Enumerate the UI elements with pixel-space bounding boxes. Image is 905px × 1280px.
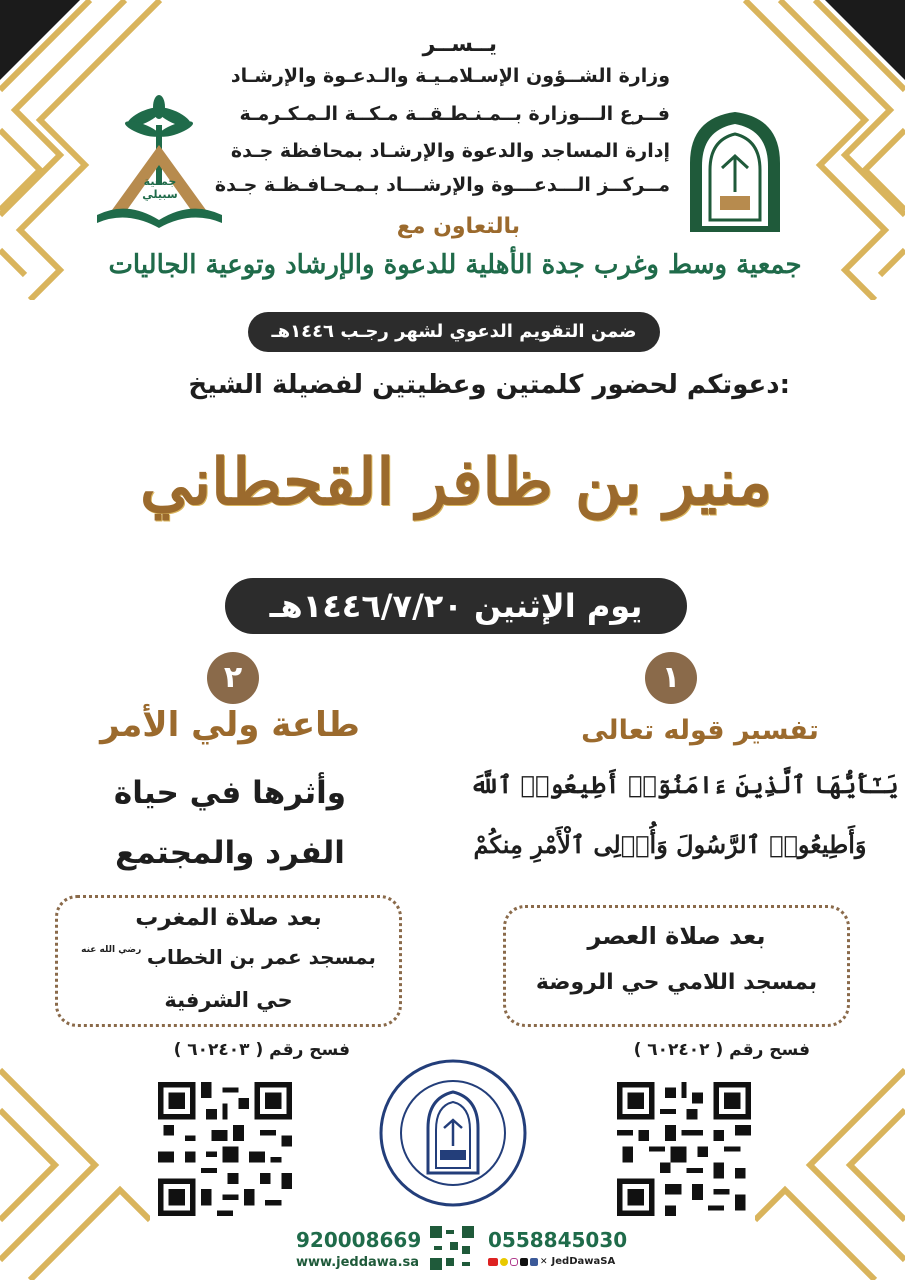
association-logo-text: جمعية سبيلي [142,175,178,201]
talk-2-number: ٢ [207,652,259,704]
talk-2-scan-label: فسح رقم ( ٦٠٢٤٠٣ ) [173,1040,350,1060]
corner-ornament-bottom-right [755,1050,905,1280]
talk-1-scan-label: فسح رقم ( ٦٠٢٤٠٢ ) [633,1040,810,1060]
talk-1-verse-line-1: يَـٰٓأَيُّهَا ٱلَّذِينَ ءَامَنُوٓا۟ أَطِيعُوا۟ ٱللَّهَ [470,770,899,799]
instagram-icon[interactable] [510,1258,518,1266]
talk-1-number: ١ [645,652,697,704]
header-line-department: إدارة المساجد والدعوة والإرشـاد بمحافظة جـدة [230,140,670,162]
talk-2-subtitle-line-1: وأثرها في حياة [113,775,347,811]
social-icons [488,1256,615,1267]
footer-phone-2[interactable]: 0558845030 [488,1228,628,1252]
footer-phone-1[interactable]: 920008669 [296,1228,422,1252]
snapchat-icon[interactable] [500,1258,508,1266]
seal-text [378,1058,379,1059]
talk-2-time: بعد صلاة المغرب [135,905,322,931]
sheikh-name: منير بن ظافر القحطاني [140,445,773,520]
header-line-branch: فــرع الـــوزارة بــمـنـطـقــة مـكــة الـمـكـرمـة [239,103,670,125]
tiktok-icon[interactable] [520,1258,528,1266]
social-handle[interactable]: JedDawaSA [551,1256,616,1267]
talk-1-verse-line-2: وَأَطِيعُوا۟ ٱلرَّسُولَ وَأُو۟لِى ٱلْأَمْرِ مِنكُمْ [473,830,867,859]
talk-2-title: طاعة ولي الأمر [100,705,360,745]
invitation-text: دعوتكم لحضور كلمتين وعظيتين لفضيلة الشيخ: [188,370,790,400]
talk-1-title: تفسير قوله تعالى [581,715,819,746]
talk-1-place: بمسجد اللامي حي الروضة [535,970,818,995]
youtube-icon[interactable] [488,1258,498,1266]
event-date: يوم الإثنين ١٤٤٦/٧/٢٠هـ [225,578,687,634]
talk-1-qr-code[interactable] [617,1082,751,1216]
talk-2-district: حي الشرفية [164,988,293,1012]
footer-website[interactable]: www.jeddawa.sa [296,1255,420,1270]
calendar-badge: ضمن التقويم الدعوي لشهر رجـب ١٤٤٦هـ [248,312,660,352]
association-logo [92,95,227,230]
talk-2-qr-code[interactable] [158,1082,292,1216]
header-line-ministry: وزارة الشــؤون الإسـلامـيـة والـدعـوة والإرشـاد [230,65,670,87]
x-icon[interactable]: ✕ [540,1256,548,1267]
header-line-center: مــركــز الـــدعـــوة والإرشـــاد بـمـحـافـظـة جـدة [214,174,670,196]
talk-2-honorific: رضي الله عنه [81,945,142,955]
footer-qr-code[interactable] [430,1226,474,1270]
ministry-seal [378,1058,528,1208]
corner-ornament-bottom-left [0,1050,150,1280]
talk-2-place: بمسجد عمر بن الخطاب [146,945,376,969]
ministry-logo [682,108,788,234]
talk-1-time: بعد صلاة العصر [587,922,766,950]
association-calligraphy: جمعية وسط وغرب جدة الأهلية للدعوة والإرشاد وتوعية الجاليات [108,250,802,280]
talk-2-place-line [55,945,402,969]
palm-book-icon [92,95,227,230]
cooperation-label: بالتعاون مع [396,214,520,239]
talk-2-subtitle-line-2: الفرد والمجتمع [115,835,345,871]
basmala-text: يــســر [422,32,497,57]
facebook-icon[interactable] [530,1258,538,1266]
